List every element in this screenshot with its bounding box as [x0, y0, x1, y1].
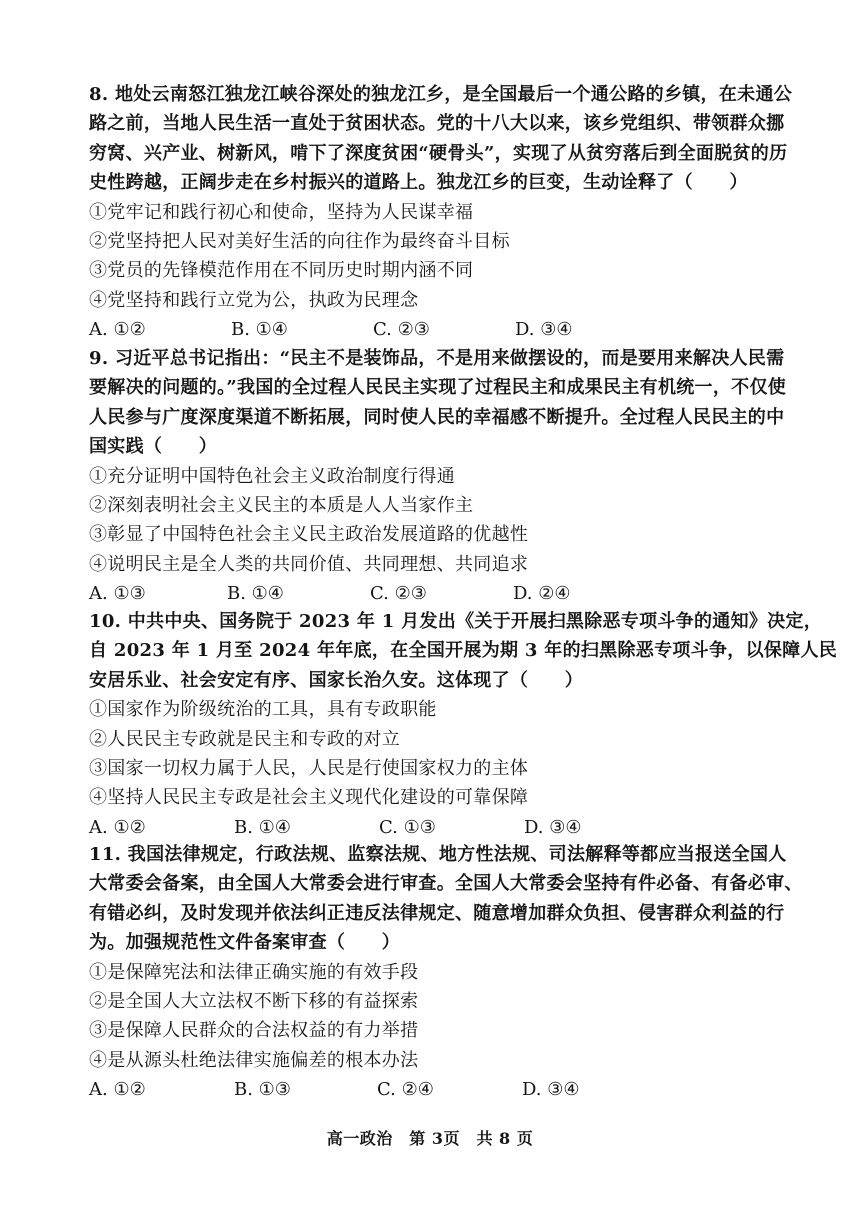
option-b: B. ①④ — [231, 319, 288, 341]
answer-options — [89, 813, 789, 842]
question-8 — [89, 80, 793, 345]
option-c: C. ②③ — [370, 583, 427, 605]
statement: ④党坚持和践行立党为公，执政为民理念 — [89, 289, 419, 311]
question-stem-line: 11. 我国法律规定，行政法规、监察法规、地方性法规、司法解释等都应当报送全国人 — [89, 844, 787, 865]
statement: ①国家作为阶级统治的工具，具有专政职能 — [89, 699, 437, 721]
statement: ③彰显了中国特色社会主义民主政治发展道路的优越性 — [89, 524, 529, 546]
statement: ②是全国人大立法权不断下移的有益探索 — [89, 990, 419, 1012]
question-10 — [89, 607, 838, 842]
question-stem-line: 有错必纠，及时发现并依法纠正违反法律规定、随意增加群众负担、侵害群众利益的行 — [89, 902, 785, 924]
option-d: D. ③④ — [522, 1079, 580, 1101]
statement: ④坚持人民民主专政是社会主义现代化建设的可靠保障 — [89, 787, 529, 809]
option-d: D. ③④ — [515, 319, 573, 341]
answer-options — [89, 1075, 789, 1104]
option-b: B. ①④ — [227, 583, 284, 605]
option-c: C. ①③ — [379, 816, 436, 838]
option-c: C. ②④ — [377, 1079, 434, 1101]
option-b: B. ①③ — [234, 1079, 291, 1101]
option-d: D. ③④ — [524, 816, 582, 838]
statement: ③国家一切权力属于人民，人民是行使国家权力的主体 — [89, 757, 529, 779]
question-11 — [89, 840, 803, 1105]
question-stem-line: 9. 习近平总书记指出：“民主不是装饰品，不是用来做摆设的，而是要用来解决人民需 — [89, 348, 785, 369]
answer-options — [89, 579, 789, 608]
option-a: A. ①② — [89, 1079, 146, 1101]
question-stem-line: 要解决的问题的。”我国的全过程人民民主实现了过程民主和成果民主有机统一，不仅使 — [89, 377, 787, 399]
question-stem-line: 人民参与广度深度渠道不断拓展，同时使人民的幸福感不断提升。全过程人民民主的中 — [89, 406, 785, 428]
question-stem-line: 国实践（ ） — [89, 436, 218, 458]
question-stem-line: 史性跨越，正阔步走在乡村振兴的道路上。独龙江乡的巨变，生动诠释了（ ） — [89, 172, 748, 194]
option-d: D. ②④ — [513, 583, 571, 605]
statement: ②人民民主专政就是民主和专政的对立 — [89, 728, 401, 750]
question-stem-line: 自 2023 年 1 月至 2024 年年底，在全国开展为期 3 年的扫黑除恶专项斗争，以保障人民 — [89, 640, 838, 662]
option-a: A. ①② — [89, 816, 146, 838]
question-stem-line: 为。加强规范性文件备案审查（ ） — [89, 932, 401, 954]
question-stem-line: 10. 中共中央、国务院于 2023 年 1 月发出《关于开展扫黑除恶专项斗争的通知》决定， — [89, 611, 823, 632]
option-a: A. ①③ — [89, 583, 146, 605]
statement: ③是保障人民群众的合法权益的有力举措 — [89, 1020, 419, 1042]
question-stem-line: 大常委会备案，由全国人大常委会进行审查。全国人大常委会坚持有件必备、有备必审、 — [89, 873, 803, 895]
page-footer: 高一政治 第 3页 共 8 页 — [326, 1129, 534, 1148]
question-stem-line: 安居乐业、社会安定有序、国家长治久安。这体现了（ ） — [89, 669, 584, 691]
option-a: A. ①② — [89, 319, 146, 341]
question-stem-line: 穷窝、兴产业、树新风，啃下了深度贫困“硬骨头”，实现了从贫穷落后到全面脱贫的历 — [89, 142, 788, 164]
statement: ④是从源头杜绝法律实施偏差的根本办法 — [89, 1049, 419, 1071]
option-b: B. ①④ — [234, 816, 291, 838]
statement: ④说明民主是全人类的共同价值、共同理想、共同追求 — [89, 553, 529, 575]
statement: ①充分证明中国特色社会主义政治制度行得通 — [89, 465, 455, 487]
option-c: C. ②③ — [373, 319, 430, 341]
statement: ③党员的先锋模范作用在不同历史时期内涵不同 — [89, 260, 474, 282]
question-stem-line: 8. 地处云南怒江独龙江峡谷深处的独龙江乡，是全国最后一个通公路的乡镇，在未通公 — [89, 84, 793, 105]
answer-options — [89, 315, 789, 344]
statement: ①党牢记和践行初心和使命，坚持为人民谋幸福 — [89, 201, 474, 223]
question-stem-line: 路之前，当地人民生活一直处于贫困状态。党的十八大以来，该乡党组织、带领群众挪 — [89, 113, 785, 135]
question-9 — [89, 344, 789, 609]
statement: ②党坚持把人民对美好生活的向往作为最终奋斗目标 — [89, 230, 510, 252]
statement: ②深刻表明社会主义民主的本质是人人当家作主 — [89, 494, 474, 516]
statement: ①是保障宪法和法律正确实施的有效手段 — [89, 961, 419, 983]
